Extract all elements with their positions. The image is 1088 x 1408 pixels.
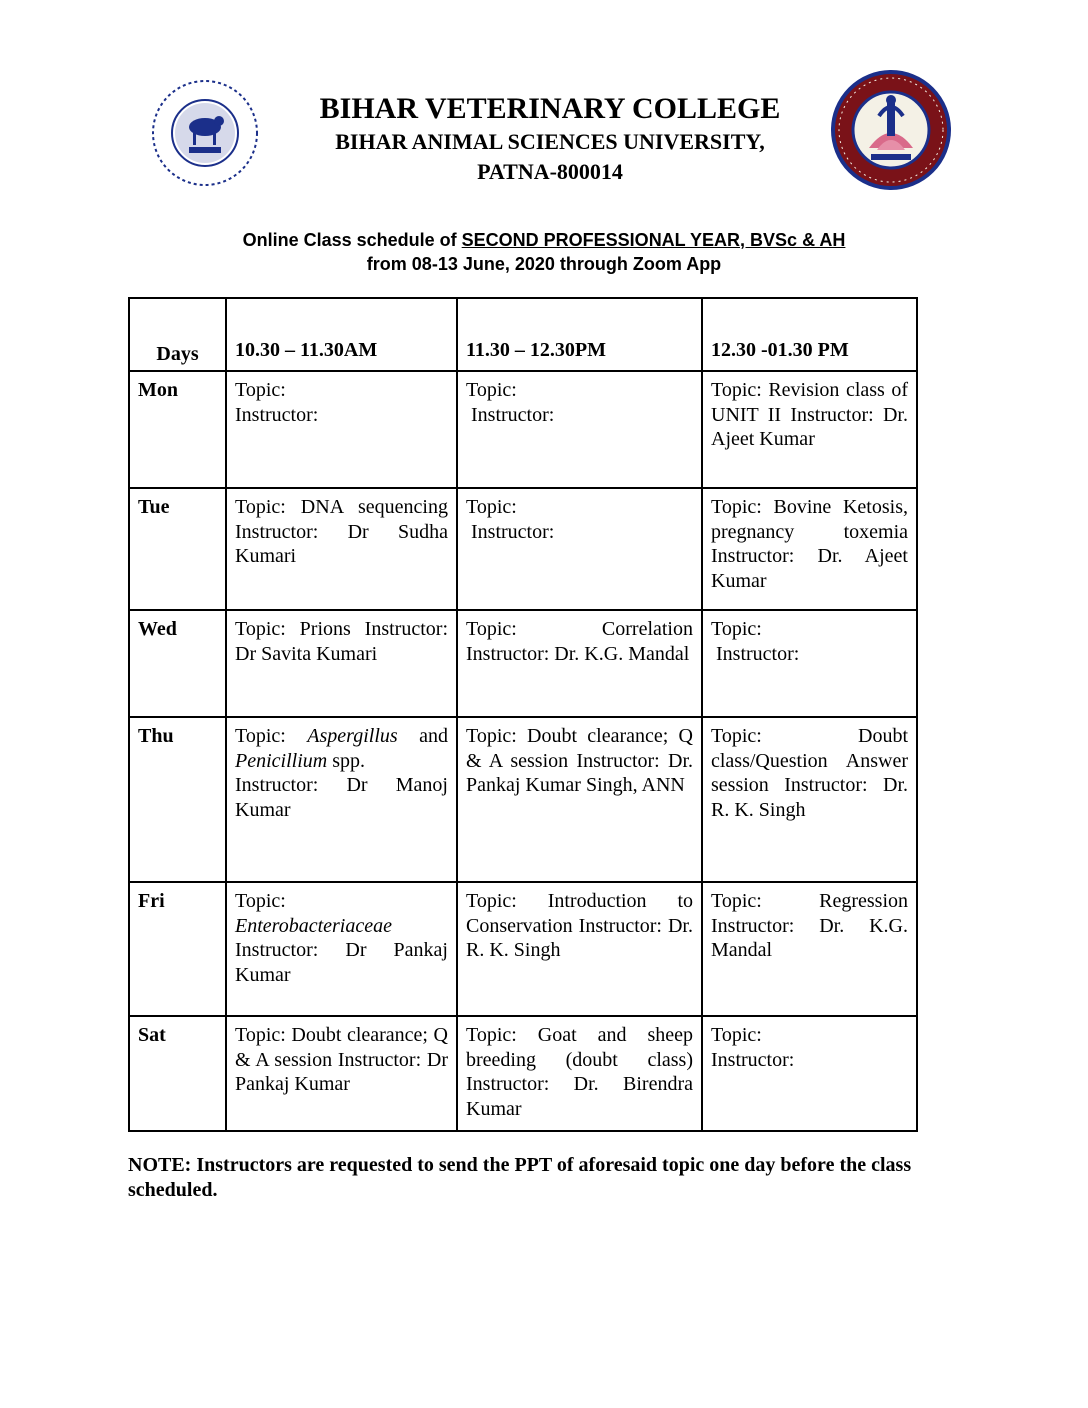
schedule-cell: Topic: Revision class of UNIT II Instructor: Dr. Ajeet Kumar [702, 371, 917, 488]
day-cell: Wed [129, 610, 226, 717]
table-row [129, 610, 917, 717]
day-cell: Thu [129, 717, 226, 882]
day-cell: Fri [129, 882, 226, 1016]
schedule-cell: Topic: Instructor: [702, 610, 917, 717]
schedule-cell: Topic: Correlation Instructor: Dr. K.G. Mandal [457, 610, 702, 717]
table-row [129, 371, 917, 488]
schedule-cell: Topic: Regression Instructor: Dr. K.G. Mandal [702, 882, 917, 1016]
schedule-cell: Topic: Instructor: [457, 371, 702, 488]
schedule-cell: Topic: Aspergillus and Penicillium spp. Instructor: Dr Manoj Kumar [226, 717, 457, 882]
schedule-cell: Topic: Bovine Ketosis, pregnancy toxemia Instructor: Dr. Ajeet Kumar [702, 488, 917, 610]
day-cell: Mon [129, 371, 226, 488]
schedule-table [128, 297, 918, 1132]
header-cell-slot3: 12.30 -01.30 PM [702, 298, 917, 371]
schedule-cell: Topic: Doubt clearance; Q & A session Instructor: Dr. Pankaj Kumar Singh, ANN [457, 717, 702, 882]
program-name: SECOND PROFESSIONAL YEAR, BVSc & AH [461, 230, 846, 250]
header-cell-days: Days [129, 298, 226, 371]
college-name: BIHAR VETERINARY COLLEGE [319, 92, 781, 125]
university-logo [143, 77, 267, 189]
schedule-cell: Topic: Introduction to Conservation Instructor: Dr. R. K. Singh [457, 882, 702, 1016]
note-text: NOTE: Instructors are requested to send the PPT of aforesaid topic one day before the class scheduled. [128, 1154, 912, 1201]
schedule-cell: Topic: Enterobacteriaceae Instructor: Dr Pankaj Kumar [226, 882, 457, 1016]
header-cell-slot2: 11.30 – 12.30PM [457, 298, 702, 371]
city-line: PATNA-800014 [477, 159, 623, 184]
schedule-cell: Topic: Instructor: [702, 1016, 917, 1131]
table-row [129, 717, 917, 882]
document-header [280, 92, 820, 185]
schedule-cell: Topic: Doubt clearance; Q & A session Instructor: Dr Pankaj Kumar [226, 1016, 457, 1131]
table-row [129, 1016, 917, 1131]
schedule-cell: Topic: Goat and sheep breeding (doubt class) Instructor: Dr. Birendra Kumar [457, 1016, 702, 1131]
schedule-cell: Topic: Instructor: [226, 371, 457, 488]
schedule-cell: Topic: Instructor: [457, 488, 702, 610]
university-name: BIHAR ANIMAL SCIENCES UNIVERSITY, [335, 129, 765, 154]
subtitle-date-line: from 08-13 June, 2020 through Zoom App [366, 254, 722, 274]
schedule-cell: Topic: Prions Instructor: Dr Savita Kumari [226, 610, 457, 717]
college-crest-logo [829, 68, 953, 192]
table-row [129, 882, 917, 1016]
header-cell-slot1: 10.30 – 11.30AM [226, 298, 457, 371]
schedule-subtitle [130, 228, 958, 276]
schedule-cell: Topic: DNA sequencing Instructor: Dr Sudha Kumari [226, 488, 457, 610]
day-cell: Sat [129, 1016, 226, 1131]
subtitle-prefix: Online Class schedule of [242, 230, 462, 250]
table-header-row [129, 298, 917, 371]
day-cell: Tue [129, 488, 226, 610]
table-row [129, 488, 917, 610]
schedule-cell: Topic: Doubt class/Question Answer session Instructor: Dr. R. K. Singh [702, 717, 917, 882]
